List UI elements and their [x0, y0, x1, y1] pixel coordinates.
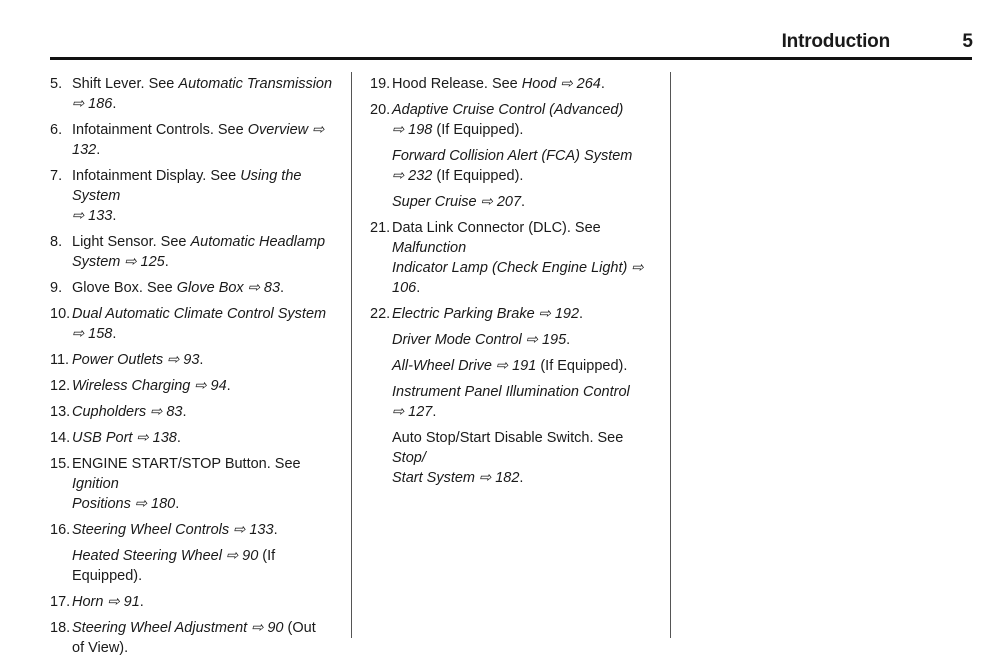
- text-line: [72, 252, 340, 272]
- cross-reference-text: Horn ⇨ 91: [72, 594, 140, 610]
- cross-reference-text: Steering Wheel Controls ⇨ 133: [72, 522, 274, 538]
- text-line: [72, 232, 340, 252]
- text-line: [72, 592, 340, 612]
- body-text: .: [566, 332, 571, 348]
- legend-entry: [50, 454, 340, 514]
- cross-reference-text: Using the System: [72, 168, 302, 204]
- body-text: of View).: [72, 640, 129, 656]
- body-text: (If Equipped).: [432, 122, 524, 138]
- cross-reference-text: Indicator Lamp (Check Engine Light) ⇨ 106: [392, 260, 644, 296]
- column-divider: [351, 72, 352, 638]
- text-line: [392, 468, 660, 488]
- body-text: Hood Release. See: [392, 76, 522, 92]
- body-text: .: [175, 496, 180, 512]
- entry-number: 19.: [370, 76, 391, 92]
- entry-number: 7.: [50, 168, 63, 184]
- legend-entry: [370, 74, 660, 94]
- sub-entry: [392, 428, 660, 488]
- body-text: .: [273, 522, 278, 538]
- body-text: .: [176, 430, 181, 446]
- text-line: [392, 100, 660, 120]
- text-line: [72, 304, 340, 324]
- body-text: Shift Lever. See: [72, 76, 179, 92]
- entry-number: 15.: [50, 456, 71, 472]
- middle-column: [370, 74, 660, 494]
- cross-reference-text: ⇨ 127: [392, 404, 433, 420]
- text-line: [392, 304, 660, 324]
- body-text: .: [579, 306, 584, 322]
- body-text: Auto Stop/Start Disable Switch. See: [392, 430, 624, 446]
- text-line: [392, 166, 660, 186]
- body-text: .: [416, 280, 421, 296]
- body-text: (If Equipped).: [432, 168, 524, 184]
- cross-reference-text: Wireless Charging ⇨ 94: [72, 378, 227, 394]
- body-text: (If Equipped).: [536, 358, 628, 374]
- text-line: [72, 74, 340, 94]
- text-line: [392, 146, 660, 166]
- text-line: [72, 166, 340, 206]
- cross-reference-text: Driver Mode Control ⇨ 195: [392, 332, 567, 348]
- legend-entry: [50, 120, 340, 160]
- text-line: [72, 120, 340, 160]
- body-text: Infotainment Controls. See: [72, 122, 248, 138]
- cross-reference-text: Automatic Transmission: [178, 76, 333, 92]
- body-text: .: [519, 470, 524, 486]
- cross-reference-text: ⇨ 132: [72, 122, 325, 158]
- legend-entry: [50, 520, 340, 586]
- entry-number: 13.: [50, 404, 71, 420]
- body-text: (Out: [283, 620, 316, 636]
- body-text: .: [182, 404, 187, 420]
- left-column: [50, 74, 340, 664]
- body-text: .: [199, 352, 204, 368]
- legend-entry: [370, 100, 660, 212]
- entry-number: 17.: [50, 594, 71, 610]
- entry-number: 12.: [50, 378, 71, 394]
- body-text: Glove Box. See: [72, 280, 177, 296]
- body-text: .: [96, 142, 101, 158]
- legend-entry: [50, 304, 340, 344]
- cross-reference-text: Dual Automatic Climate Control System: [72, 306, 327, 322]
- cross-reference-text: Malfunction: [392, 240, 467, 256]
- cross-reference-text: Adaptive Cruise Control (Advanced): [392, 102, 624, 118]
- cross-reference-text: Super Cruise ⇨ 207: [392, 194, 522, 210]
- cross-reference-text: System ⇨ 125: [72, 254, 165, 270]
- entry-number: 14.: [50, 430, 71, 446]
- cross-reference-text: Instrument Panel Illumination Control: [392, 384, 630, 400]
- cross-reference-text: Start System ⇨ 182: [392, 470, 520, 486]
- legend-entry: [50, 592, 340, 612]
- text-line: [392, 428, 660, 468]
- legend-entry: [50, 428, 340, 448]
- legend-entry: [50, 402, 340, 422]
- legend-entry: [50, 74, 340, 114]
- text-line: [392, 382, 660, 402]
- body-text: .: [112, 326, 117, 342]
- cross-reference-text: All-Wheel Drive ⇨ 191: [392, 358, 537, 374]
- entry-number: 8.: [50, 234, 63, 250]
- page-number: 5: [962, 31, 973, 52]
- cross-reference-text: ⇨ 198: [392, 122, 433, 138]
- sub-entry: [392, 330, 660, 350]
- body-text: .: [112, 208, 117, 224]
- sub-entry: [392, 146, 660, 186]
- text-line: [392, 258, 660, 298]
- sub-entry: [392, 192, 660, 212]
- text-line: [72, 520, 340, 540]
- text-line: [72, 376, 340, 396]
- legend-entry: [50, 232, 340, 272]
- body-text: .: [164, 254, 169, 270]
- entry-number: 20.: [370, 102, 391, 118]
- cross-reference-text: USB Port ⇨ 138: [72, 430, 177, 446]
- text-line: [72, 350, 340, 370]
- text-line: [392, 74, 660, 94]
- cross-reference-text: Cupholders ⇨ 83: [72, 404, 183, 420]
- body-text: .: [432, 404, 437, 420]
- cross-reference-text: Automatic Headlamp: [190, 234, 326, 250]
- sub-entry: [392, 356, 660, 376]
- cross-reference-text: Steering Wheel Adjustment ⇨ 90: [72, 620, 284, 636]
- cross-reference-text: ⇨ 232: [392, 168, 433, 184]
- text-line: [392, 356, 660, 376]
- entry-number: 9.: [50, 280, 63, 296]
- body-text: .: [139, 594, 144, 610]
- entry-number: 18.: [50, 620, 71, 636]
- cross-reference-text: Glove Box ⇨ 83: [176, 280, 281, 296]
- entry-number: 11.: [50, 352, 70, 368]
- body-text: .: [280, 280, 285, 296]
- text-line: [72, 618, 340, 638]
- cross-reference-text: Hood ⇨ 264: [521, 76, 601, 92]
- cross-reference-text: Forward Collision Alert (FCA) System: [392, 148, 633, 164]
- sub-entry: [392, 382, 660, 422]
- cross-reference-text: Overview: [247, 122, 309, 138]
- text-line: [72, 454, 340, 494]
- text-line: [392, 120, 660, 140]
- legend-entry: [50, 350, 340, 370]
- body-text: (If Equipped).: [72, 548, 276, 584]
- text-line: [392, 402, 660, 422]
- legend-entry: [50, 166, 340, 226]
- body-text: ENGINE START/STOP Button. See: [72, 456, 301, 472]
- entry-number: 21.: [370, 220, 391, 236]
- cross-reference-text: Power Outlets ⇨ 93: [72, 352, 200, 368]
- text-line: [72, 546, 340, 586]
- body-text: .: [226, 378, 231, 394]
- cross-reference-text: Positions ⇨ 180: [72, 496, 176, 512]
- text-line: [72, 428, 340, 448]
- cross-reference-text: Electric Parking Brake ⇨ 192: [392, 306, 580, 322]
- cross-reference-text: ⇨ 133: [72, 208, 113, 224]
- cross-reference-text: ⇨ 186: [72, 96, 113, 112]
- cross-reference-text: Stop/: [392, 450, 426, 466]
- entry-number: 16.: [50, 522, 71, 538]
- text-line: [72, 494, 340, 514]
- entry-number: 6.: [50, 122, 63, 138]
- legend-entry: [370, 218, 660, 298]
- cross-reference-text: Ignition: [72, 476, 119, 492]
- text-line: [72, 324, 340, 344]
- body-text: .: [600, 76, 605, 92]
- text-line: [392, 330, 660, 350]
- body-text: Data Link Connector (DLC). See: [392, 220, 601, 236]
- section-title: Introduction: [781, 31, 890, 52]
- entry-number: 22.: [370, 306, 391, 322]
- header-divider: [50, 57, 972, 60]
- entry-number: 5.: [50, 76, 63, 92]
- legend-entry: [50, 618, 340, 658]
- cross-reference-text: Heated Steering Wheel ⇨ 90: [72, 548, 259, 564]
- body-text: .: [521, 194, 526, 210]
- text-line: [72, 638, 340, 658]
- cross-reference-text: ⇨ 158: [72, 326, 113, 342]
- text-line: [72, 402, 340, 422]
- legend-entry: [370, 304, 660, 488]
- body-text: Light Sensor. See: [72, 234, 191, 250]
- text-line: [392, 218, 660, 258]
- body-text: .: [112, 96, 117, 112]
- text-line: [72, 94, 340, 114]
- text-line: [392, 192, 660, 212]
- entry-number: 10.: [50, 306, 71, 322]
- column-divider: [670, 72, 671, 638]
- legend-entry: [50, 278, 340, 298]
- text-line: [72, 278, 340, 298]
- text-line: [72, 206, 340, 226]
- sub-entry: [72, 546, 340, 586]
- legend-entry: [50, 376, 340, 396]
- body-text: Infotainment Display. See: [72, 168, 241, 184]
